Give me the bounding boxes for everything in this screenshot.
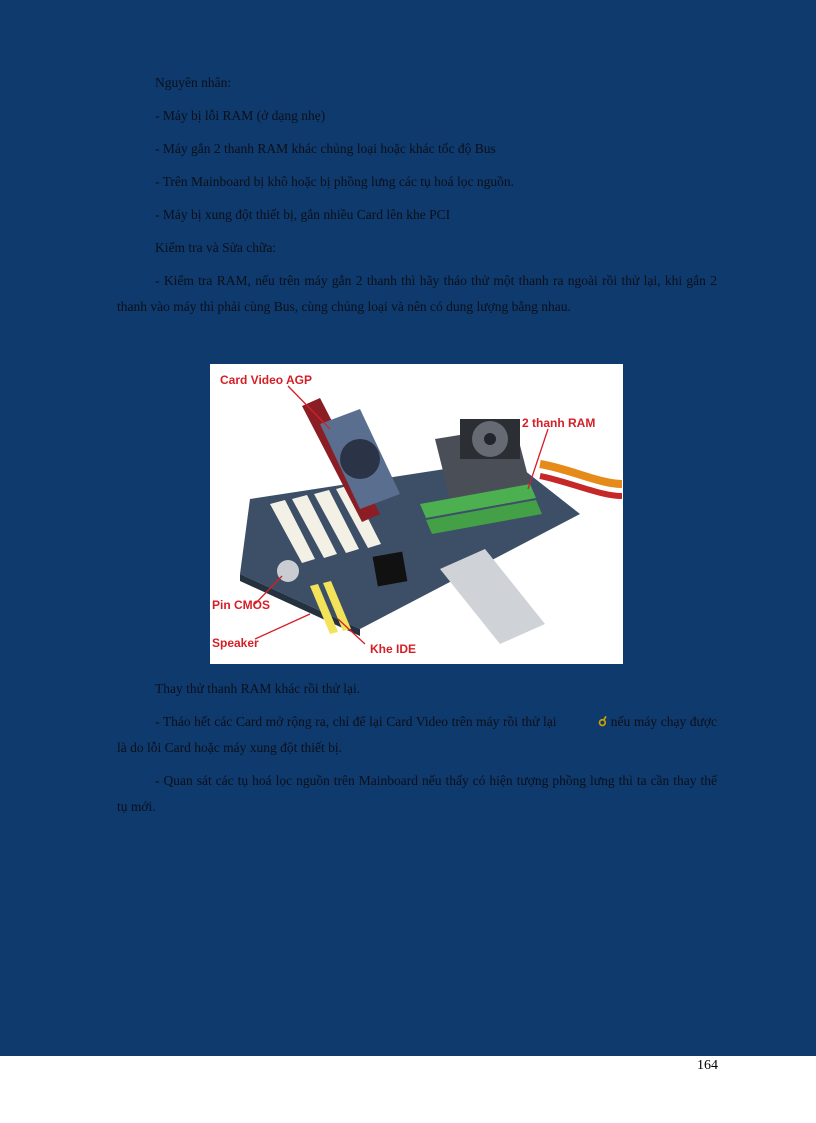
body-text-bottom: [117, 676, 717, 827]
paragraph: [117, 709, 717, 761]
label-khe-ide: Khe IDE: [370, 642, 417, 656]
paragraph: - Máy bị xung đột thiết bị, gắn nhiều Card lên khe PCI: [155, 207, 451, 222]
paragraph-text: - Tháo hết các Card mở rộng ra, chỉ để lại Card Video trên máy rồi thử lại: [155, 714, 561, 729]
paragraph: Thay thử thanh RAM khác rồi thử lại.: [155, 681, 361, 696]
paragraph: - Trên Mainboard bị khô hoặc bị phồng lưng các tụ hoá lọc nguồn.: [155, 174, 515, 189]
paragraph: - Quan sát các tụ hoá lọc nguồn trên Mainboard nếu thấy có hiện tượng phồng lưng thì ta cần thay thế tụ mới.: [117, 773, 717, 814]
label-pin-cmos: Pin CMOS: [212, 598, 271, 612]
label-ram: 2 thanh RAM: [522, 416, 596, 430]
label-speaker: Speaker: [212, 636, 259, 650]
body-text-top: [117, 70, 717, 327]
paragraph: Kiểm tra và Sửa chữa:: [155, 240, 277, 255]
paragraph: - Máy bị lỗi RAM (ở dạng nhẹ): [155, 108, 326, 123]
label-card-video: Card Video AGP: [220, 373, 313, 387]
page-number: 164: [697, 1058, 718, 1073]
paragraph: - Máy gắn 2 thanh RAM khác chủng loại hoặc khác tốc độ Bus: [155, 141, 496, 156]
motherboard-illustration: [210, 364, 623, 664]
chipset: [373, 552, 408, 587]
paragraph-text-tail: nếu máy chạy được là do lỗi Card hoặc máy xung đột thiết bị.: [117, 714, 717, 755]
paragraph: - Kiểm tra RAM, nếu trên máy gắn 2 thanh thì hãy tháo thử một thanh ra ngoài rồi thử lại, khi gắn 2 thanh vào máy thì phải cùng Bus, cùng chủng loại và nên có dung lượng bằng nhau.: [117, 273, 717, 314]
wrench-icon: ☌: [598, 714, 608, 729]
cmos-battery: [277, 560, 299, 582]
motherboard-figure: [210, 364, 623, 664]
paragraph: Nguyên nhân:: [155, 75, 232, 90]
